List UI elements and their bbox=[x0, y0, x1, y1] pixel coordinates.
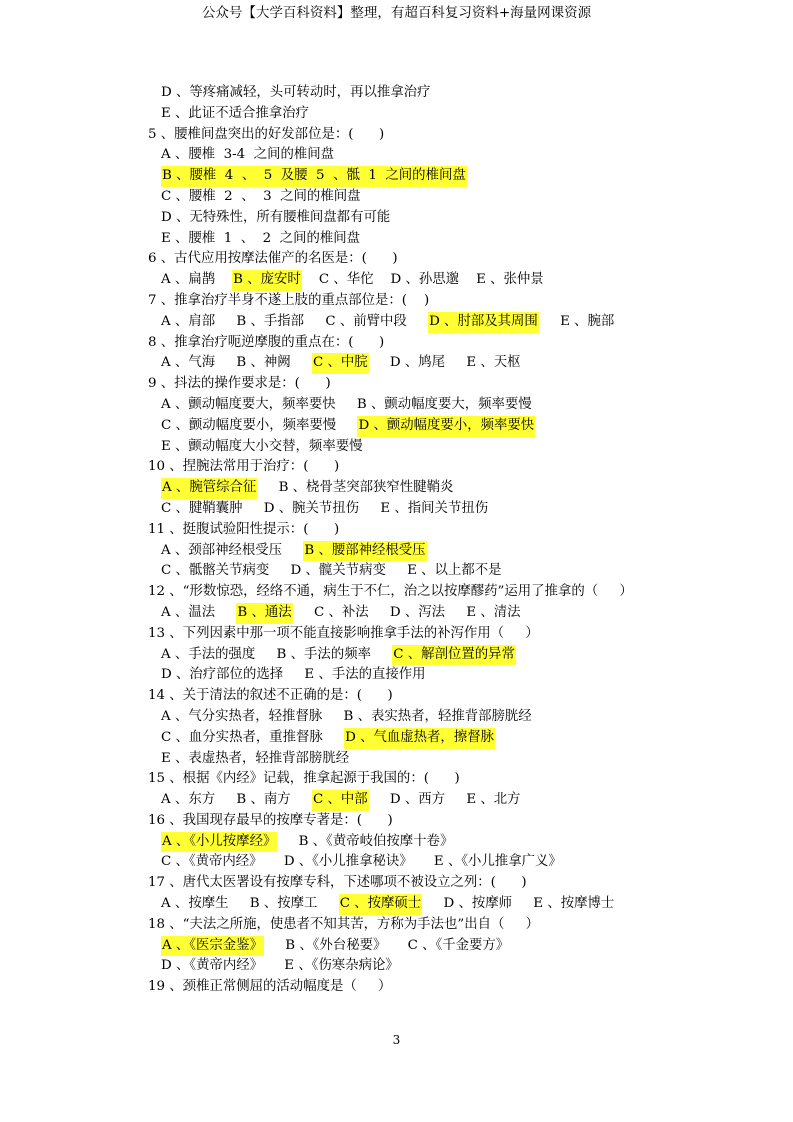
highlighted-correct-answer: A 、腕管综合征 bbox=[161, 478, 257, 499]
highlighted-correct-answer: B 、腰椎 4 、 5 及腰 5 、骶 1 之间的椎间盘 bbox=[161, 166, 467, 187]
text-segment: B 、桡骨茎突部狭窄性腱鞘炎 bbox=[257, 480, 454, 496]
text-segment: C 、腱鞘囊肿 D 、腕关节扭伤 E 、指间关节扭伤 bbox=[161, 500, 489, 516]
text-segment: A 、东方 B 、南方 bbox=[161, 792, 312, 808]
text-segment: A 、按摩生 B 、按摩工 bbox=[161, 896, 339, 912]
answer-options bbox=[148, 416, 748, 437]
answer-options bbox=[148, 645, 748, 666]
page-number: 3 bbox=[392, 1033, 401, 1047]
text-segment: A 、腰椎 3-4 之间的椎间盘 bbox=[161, 147, 335, 163]
answer-options bbox=[148, 561, 748, 582]
text-segment: 16 、我国现存最早的按摩专著是：( ) bbox=[148, 812, 393, 828]
answer-options bbox=[148, 229, 748, 250]
answer-options bbox=[148, 665, 748, 686]
text-segment: A 、气海 B 、神阙 bbox=[161, 355, 312, 371]
text-segment: D 、西方 E 、北方 bbox=[368, 792, 521, 808]
question-stem bbox=[148, 457, 748, 478]
answer-options bbox=[148, 353, 748, 374]
highlighted-correct-answer: C 、按摩硕士 bbox=[339, 894, 422, 915]
text-segment: 9 、抖法的操作要求是：( ) bbox=[148, 376, 331, 392]
highlighted-correct-answer: C 、中部 bbox=[312, 790, 369, 811]
answer-options bbox=[148, 104, 748, 125]
highlighted-correct-answer: A 、《医宗金鉴》 bbox=[161, 936, 264, 957]
text-segment: D 、等疼痛减轻，头可转动时，再以推拿治疗 bbox=[161, 85, 431, 100]
highlighted-correct-answer: B 、腰部神经根受压 bbox=[303, 541, 426, 562]
text-segment: C 、骶髂关节病变 D 、髋关节病变 E 、以上都不是 bbox=[161, 563, 502, 579]
answer-options bbox=[148, 270, 748, 291]
text-segment: 17 、唐代太医署设有按摩专科，下述哪项不被设立之列：( ) bbox=[148, 875, 527, 891]
text-segment: C 、腰椎 2 、 3 之间的椎间盘 bbox=[161, 188, 361, 204]
question-stem bbox=[148, 769, 748, 790]
text-segment: E 、表虚热者，轻推背部膀胱经 bbox=[161, 750, 350, 766]
page-header: 公众号【大学百科资料】整理，有超百科复习资料+海量网课资源 bbox=[201, 5, 592, 21]
text-segment: C 、血分实热者，重推督脉 bbox=[161, 729, 345, 745]
answer-options bbox=[148, 707, 748, 728]
text-segment: E 、腰椎 1 、 2 之间的椎间盘 bbox=[161, 230, 361, 246]
question-stem bbox=[148, 520, 748, 541]
text-segment: D 、鸠尾 E 、天枢 bbox=[368, 355, 521, 371]
text-segment: 12 、“形数惊恐，经络不通，病生于不仁，治之以按摩醪药”运用了推拿的（ ） bbox=[148, 584, 633, 600]
question-stem bbox=[148, 333, 748, 354]
text-segment: 18 、“夫法之所施，使患者不知其苦，方称为手法也”出自（ ） bbox=[148, 916, 540, 932]
answer-options bbox=[148, 790, 748, 811]
text-segment: B 、《黄帝岐伯按摩十卷》 bbox=[277, 833, 454, 849]
text-segment: 7 、推拿治疗半身不遂上肢的重点部位是：( ) bbox=[148, 292, 430, 308]
text-segment: 10 、捏腕法常用于治疗：( ) bbox=[148, 459, 340, 475]
text-segment: D 、《黄帝内经》 E 、《伤寒杂病论》 bbox=[161, 958, 399, 974]
question-stem bbox=[148, 977, 748, 998]
text-segment: D 、无特殊性，所有腰椎间盘都有可能 bbox=[161, 209, 391, 225]
answer-options bbox=[148, 395, 748, 416]
text-segment: 5 、腰椎间盘突出的好发部位是：( ) bbox=[148, 126, 385, 142]
answer-options bbox=[148, 499, 748, 520]
text-segment: C 、补法 D 、泻法 E 、清法 bbox=[292, 604, 521, 620]
highlighted-correct-answer: A 、《小儿按摩经》 bbox=[161, 832, 277, 853]
text-segment: 15 、根据《内经》记载，推拿起源于我国的：( ) bbox=[148, 771, 460, 787]
question-stem bbox=[148, 249, 748, 270]
text-segment: E 、腕部 bbox=[538, 313, 615, 329]
answer-options bbox=[148, 208, 748, 229]
answer-options bbox=[148, 83, 748, 104]
text-segment: A 、温法 bbox=[161, 604, 237, 620]
text-segment: 19 、颈椎正常侧屈的活动幅度是（ ） bbox=[148, 979, 392, 995]
text-segment: D 、治疗部位的选择 E 、手法的直接作用 bbox=[161, 667, 426, 683]
answer-options bbox=[148, 749, 748, 770]
answer-options bbox=[148, 852, 748, 873]
answer-options bbox=[148, 894, 748, 915]
answer-options bbox=[148, 312, 748, 333]
highlighted-correct-answer: D 、颤动幅度要小，频率要快 bbox=[357, 416, 535, 437]
text-segment: 14 、关于清法的叙述不正确的是：( ) bbox=[148, 688, 393, 704]
answer-options bbox=[148, 832, 748, 853]
question-stem bbox=[148, 582, 748, 603]
text-segment: A 、扁鹊 bbox=[161, 272, 233, 288]
question-stem bbox=[148, 374, 748, 395]
answer-options bbox=[148, 187, 748, 208]
answer-options bbox=[148, 541, 748, 562]
question-list bbox=[148, 83, 748, 998]
text-segment: A 、气分实热者，轻推督脉 B 、表实热者，轻推背部膀胱经 bbox=[161, 708, 532, 724]
highlighted-correct-answer: C 、解剖位置的异常 bbox=[392, 645, 516, 666]
text-segment: 11 、挺腹试验阳性提示：( ) bbox=[148, 521, 340, 537]
text-segment: D 、按摩师 E 、按摩博士 bbox=[422, 896, 615, 912]
question-stem bbox=[148, 915, 748, 936]
question-stem bbox=[148, 686, 748, 707]
text-segment: E 、此证不适合推拿治疗 bbox=[161, 105, 309, 121]
answer-options bbox=[148, 956, 748, 977]
highlighted-correct-answer: B 、庞安时 bbox=[232, 270, 302, 291]
question-stem bbox=[148, 291, 748, 312]
text-segment: A 、手法的强度 B 、手法的频率 bbox=[161, 646, 393, 662]
text-segment: A 、颤动幅度要大，频率要快 B 、颤动幅度要大，频率要慢 bbox=[161, 396, 532, 412]
text-segment: A 、肩部 B 、手指部 C 、前臂中段 bbox=[161, 313, 429, 329]
text-segment: B 、《外台秘要》 C 、《千金要方》 bbox=[263, 937, 510, 953]
text-segment: 6 、古代应用按摩法催产的名医是：( ) bbox=[148, 251, 398, 267]
highlighted-correct-answer: D 、气血虚热者，擦督脉 bbox=[344, 728, 495, 749]
highlighted-correct-answer: D 、肘部及其周围 bbox=[428, 312, 539, 333]
answer-options bbox=[148, 728, 748, 749]
question-stem bbox=[148, 873, 748, 894]
answer-options bbox=[148, 478, 748, 499]
highlighted-correct-answer: C 、中脘 bbox=[312, 353, 369, 374]
question-stem bbox=[148, 624, 748, 645]
text-segment: 13 、下列因素中那一项不能直接影响推拿手法的补泻作用（ ） bbox=[148, 625, 539, 641]
answer-options bbox=[148, 936, 748, 957]
answer-options bbox=[148, 166, 748, 187]
text-segment: C 、华佗 D 、孙思邈 E 、张仲景 bbox=[301, 272, 544, 288]
text-segment: C 、颤动幅度要小，频率要慢 bbox=[161, 417, 358, 433]
text-segment: A 、颈部神经根受压 bbox=[161, 542, 304, 558]
text-segment: E 、颤动幅度大小交替，频率要慢 bbox=[161, 438, 363, 454]
highlighted-correct-answer: B 、通法 bbox=[236, 603, 292, 624]
question-stem bbox=[148, 125, 748, 146]
text-segment: 8 、推拿治疗呃逆摩腹的重点在：( ) bbox=[148, 334, 385, 350]
answer-options bbox=[148, 145, 748, 166]
question-stem bbox=[148, 811, 748, 832]
answer-options bbox=[148, 603, 748, 624]
answer-options bbox=[148, 437, 748, 458]
text-segment: C 、《黄帝内经》 D 、《小儿推拿秘诀》 E 、《小儿推拿广义》 bbox=[161, 854, 562, 870]
